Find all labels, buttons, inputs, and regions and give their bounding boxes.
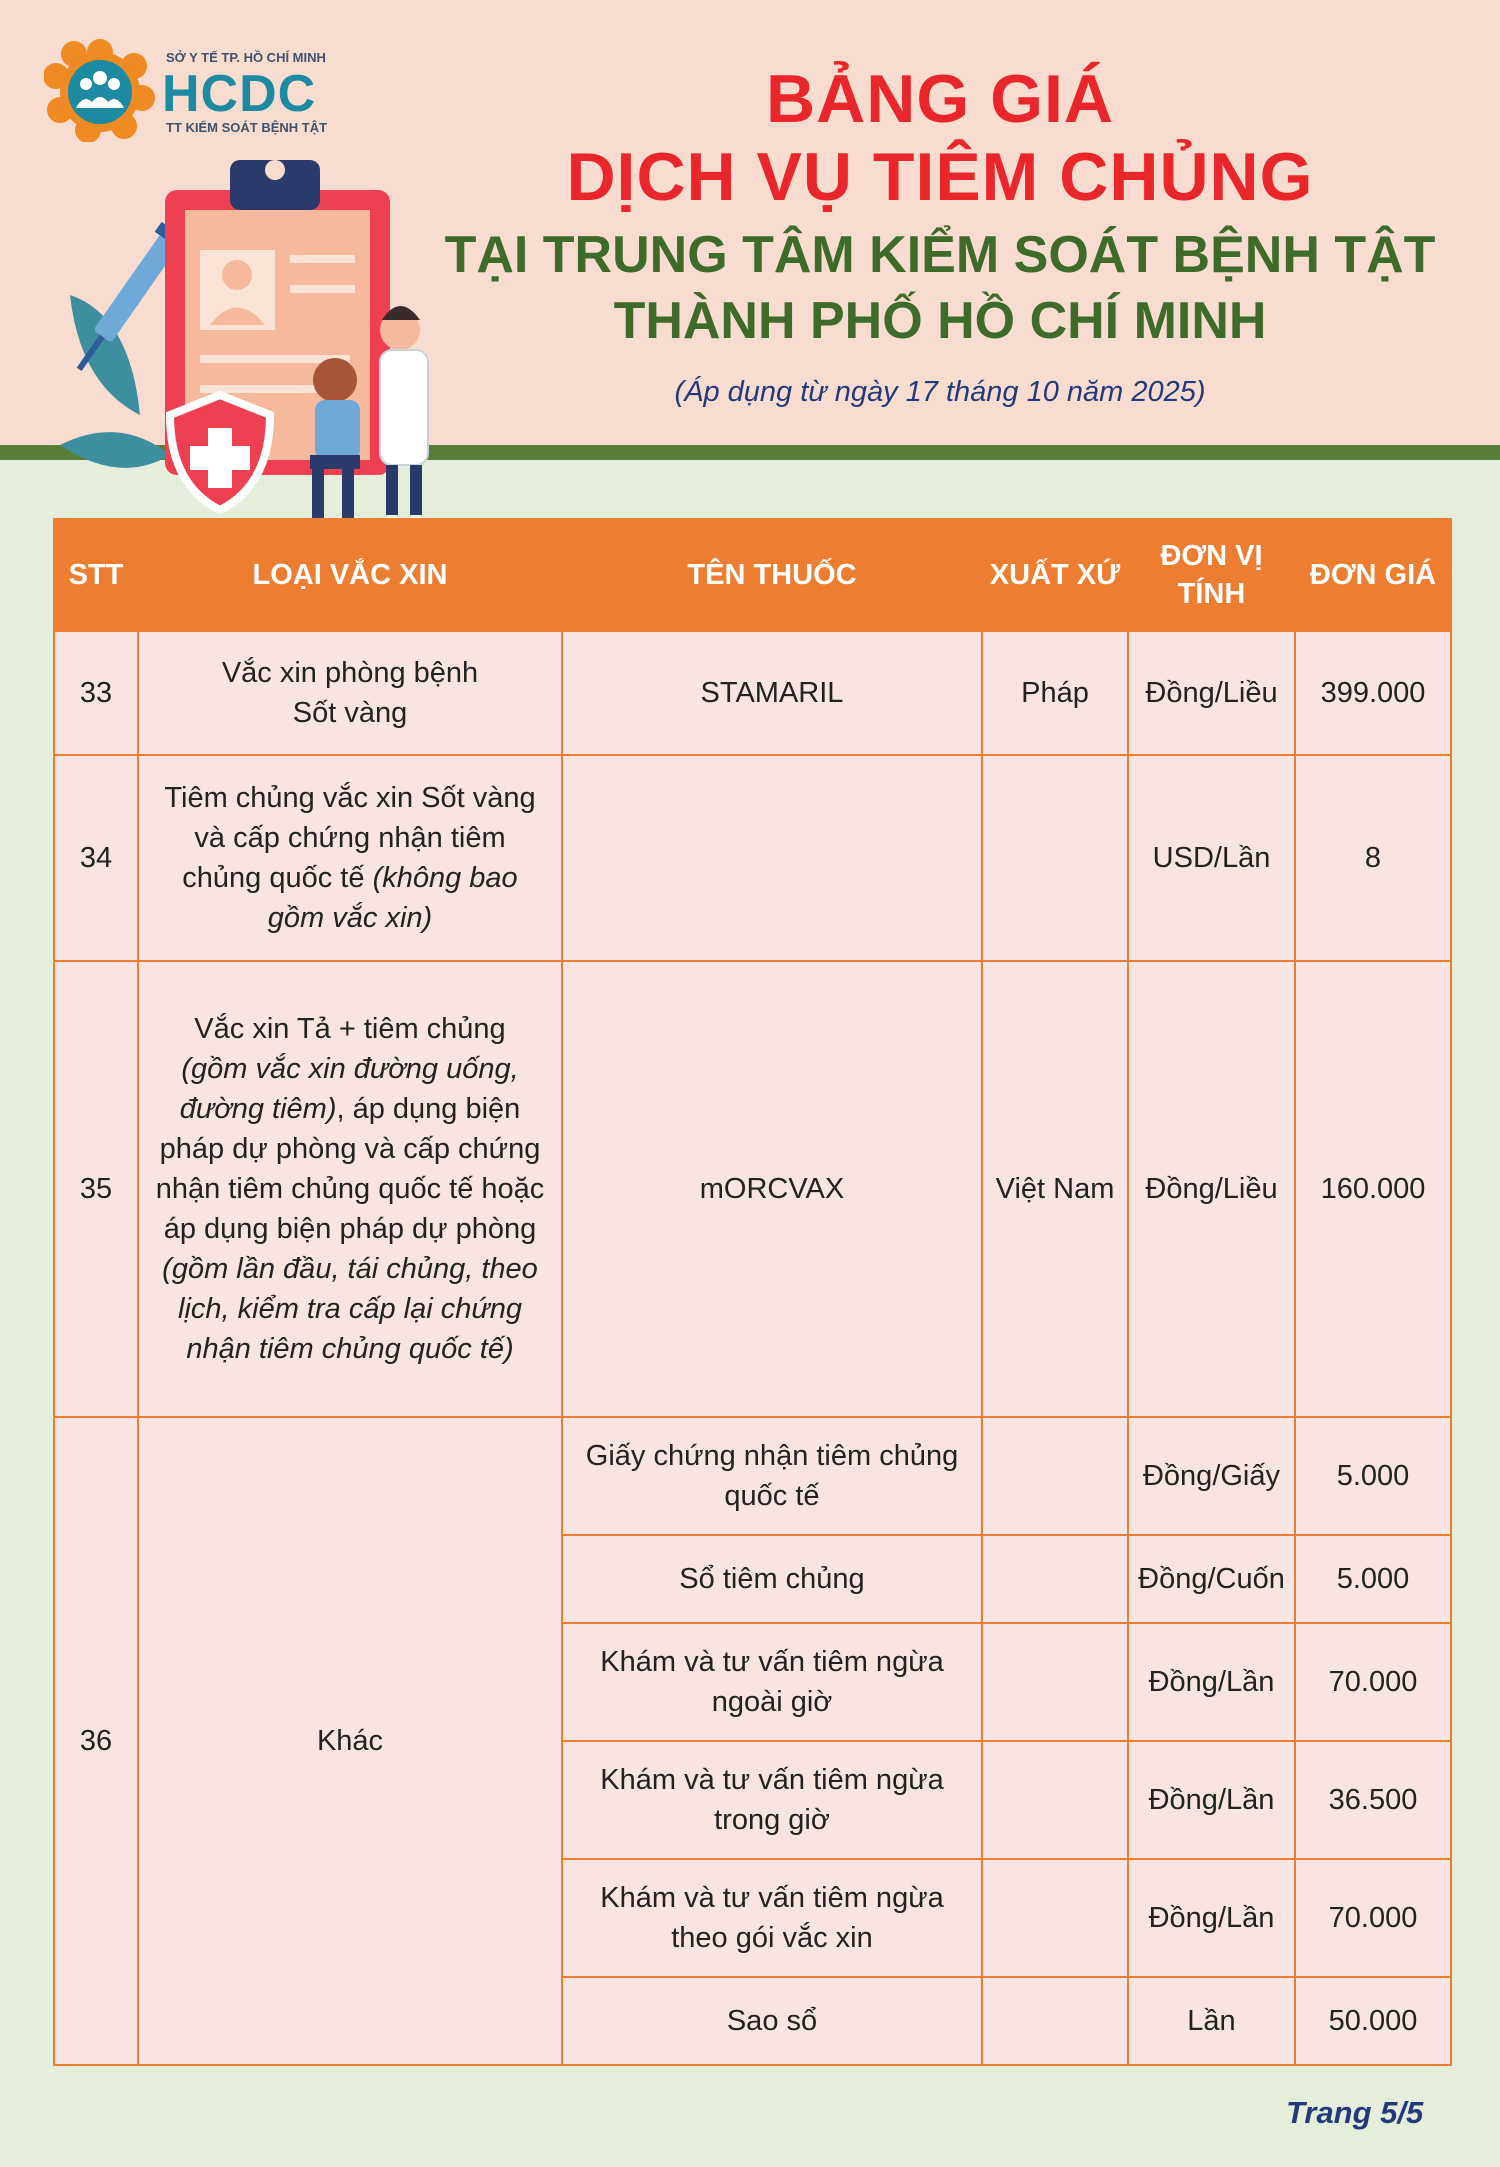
effective-date: (Áp dụng từ ngày 17 tháng 10 năm 2025) <box>674 376 1206 408</box>
cell-origin: Pháp <box>982 631 1128 755</box>
cell-drug-name <box>562 755 982 961</box>
cell-price: 70.000 <box>1295 1623 1451 1741</box>
table-header-row <box>54 519 1451 631</box>
cell-text: Vắc xin Tả + tiêm chủng <box>194 1013 506 1045</box>
cell-price: 5.000 <box>1295 1535 1451 1623</box>
cell-price: 36.500 <box>1295 1741 1451 1859</box>
cell-price: 8 <box>1295 755 1451 961</box>
hcdc-logo <box>44 38 334 142</box>
page-number: Trang 5/5 <box>1286 2095 1424 2130</box>
cell-stt: 35 <box>54 961 138 1417</box>
cell-text: chủng quốc tế <box>182 862 365 894</box>
cell-price: 50.000 <box>1295 1977 1451 2065</box>
logo-org-sub: TT KIỂM SOÁT BỆNH TẬT <box>166 120 328 135</box>
cell-vaccine-type <box>138 961 562 1417</box>
page-title-block <box>420 60 1460 409</box>
cell-drug-name: Khám và tư vấn tiêm ngừa ngoài giờ <box>562 1623 982 1741</box>
cell-price: 70.000 <box>1295 1859 1451 1977</box>
col-header-unit <box>1128 519 1295 631</box>
cell-origin <box>982 1417 1128 1535</box>
cell-unit: USD/Lần <box>1128 755 1295 961</box>
cell-text-italic: (gồm lần đầu, tái chủng, theo lịch, kiểm tra cấp lại chứng nhận tiêm chủng quốc tế) <box>162 1253 538 1365</box>
cell-vaccine-type <box>138 755 562 961</box>
col-header-vaccine-type: LOẠI VẮC XIN <box>138 519 562 631</box>
cell-drug-name: mORCVAX <box>562 961 982 1417</box>
cell-origin <box>982 1535 1128 1623</box>
page-subtitle-line1: TẠI TRUNG TÂM KIỂM SOÁT BỆNH TẬT <box>444 226 1436 284</box>
col-header-price: ĐƠN GIÁ <box>1295 519 1451 631</box>
cell-unit: Đồng/Lần <box>1128 1623 1295 1741</box>
cell-unit: Đồng/Liều <box>1128 631 1295 755</box>
col-header-unit-line1: ĐƠN VỊ <box>1160 540 1263 572</box>
table-row <box>54 755 1451 961</box>
clipboard-nurse-illustration-icon <box>50 145 450 535</box>
cell-text: Vắc xin phòng bệnh <box>221 657 479 689</box>
logo-org-top: SỞ Y TẾ TP. HỒ CHÍ MINH <box>166 50 326 65</box>
cell-text: , áp dụng biện pháp dự phòng và cấp chứng nhận tiêm chủng quốc tế hoặc áp dụng biện pháp dự phòng <box>155 1093 545 1245</box>
col-header-unit-line2: TÍNH <box>1177 578 1246 610</box>
cell-unit: Đồng/Giấy <box>1128 1417 1295 1535</box>
cell-price: 5.000 <box>1295 1417 1451 1535</box>
cell-text: và cấp chứng nhận tiêm <box>194 822 506 854</box>
cell-origin <box>982 1741 1128 1859</box>
cell-origin: Việt Nam <box>982 961 1128 1417</box>
page-title-line2: DỊCH VỤ TIÊM CHỦNG <box>566 139 1314 215</box>
cell-text: Sốt vàng <box>292 697 408 729</box>
cell-unit: Đồng/Lần <box>1128 1741 1295 1859</box>
cell-drug-name: Sao sổ <box>562 1977 982 2065</box>
cell-drug-name: Khám và tư vấn tiêm ngừa trong giờ <box>562 1741 982 1859</box>
table-row <box>54 631 1451 755</box>
cell-unit: Đồng/Cuốn <box>1128 1535 1295 1623</box>
cell-vaccine-type <box>138 631 562 755</box>
vaccination-illustration <box>50 145 450 535</box>
cell-stt: 33 <box>54 631 138 755</box>
page-subtitle-line2: THÀNH PHỐ HỒ CHÍ MINH <box>613 292 1267 350</box>
cell-origin <box>982 1859 1128 1977</box>
table-row <box>54 961 1451 1417</box>
cell-text-italic: (gồm vắc xin đường uống, đường tiêm) <box>179 1053 519 1125</box>
cell-price: 399.000 <box>1295 631 1451 755</box>
cell-unit: Đồng/Liều <box>1128 961 1295 1417</box>
cell-stt: 34 <box>54 755 138 961</box>
table-row <box>54 1417 1451 1535</box>
cell-drug-name: Sổ tiêm chủng <box>562 1535 982 1623</box>
cell-stt: 36 <box>54 1417 138 2065</box>
cell-price: 160.000 <box>1295 961 1451 1417</box>
page-title: BẢNG GIÁ <box>766 61 1114 137</box>
cell-origin <box>982 1623 1128 1741</box>
cell-unit: Lần <box>1128 1977 1295 2065</box>
col-header-origin: XUẤT XỨ <box>982 519 1128 631</box>
cell-text: Tiêm chủng vắc xin Sốt vàng <box>164 782 536 814</box>
cell-vaccine-type: Khác <box>138 1417 562 2065</box>
cell-drug-name: Khám và tư vấn tiêm ngừa theo gói vắc xin <box>562 1859 982 1977</box>
cell-drug-name: Giấy chứng nhận tiêm chủng quốc tế <box>562 1417 982 1535</box>
price-table <box>53 518 1452 2066</box>
col-header-stt: STT <box>54 519 138 631</box>
hcdc-logo-emblem-icon <box>44 38 156 142</box>
col-header-drug-name: TÊN THUỐC <box>562 519 982 631</box>
logo-org-name: HCDC <box>162 65 317 123</box>
cell-text-italic: (không bao gồm vắc xin) <box>267 862 518 934</box>
cell-unit: Đồng/Lần <box>1128 1859 1295 1977</box>
cell-origin <box>982 755 1128 961</box>
cell-drug-name: STAMARIL <box>562 631 982 755</box>
cell-origin <box>982 1977 1128 2065</box>
